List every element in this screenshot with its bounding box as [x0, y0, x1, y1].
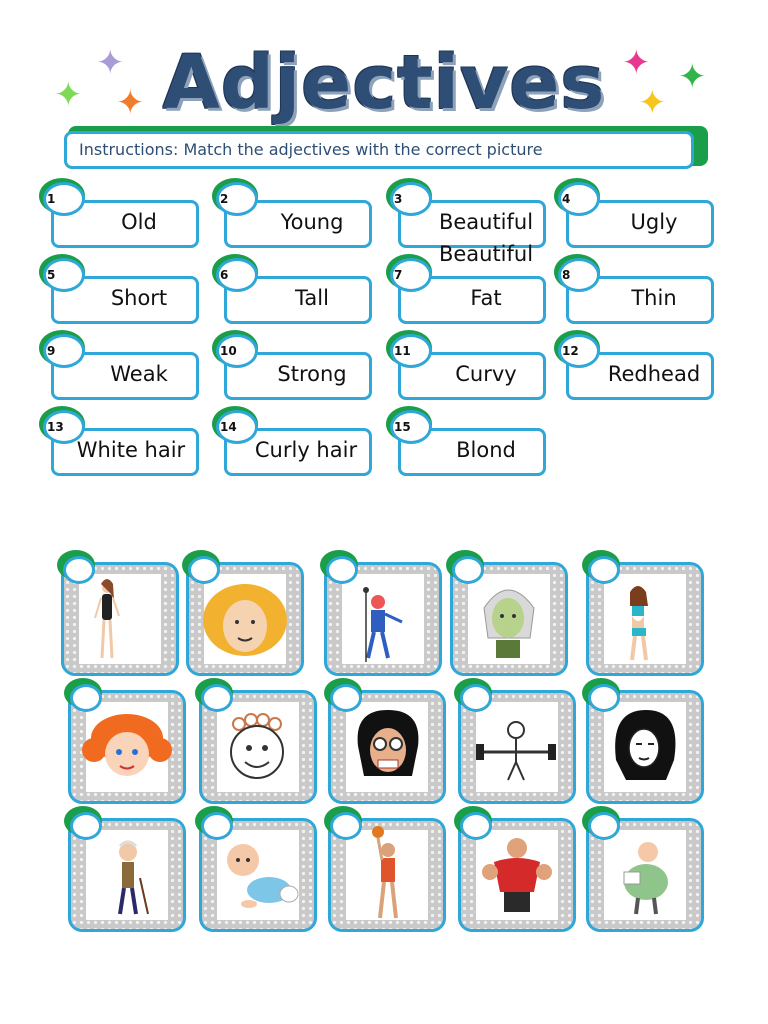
word-label: Blond — [456, 438, 516, 462]
word-label: Old — [121, 210, 157, 234]
answer-circle[interactable] — [330, 684, 362, 712]
answer-circle[interactable] — [326, 556, 358, 584]
word-number: 5 — [47, 268, 56, 282]
instructions-box — [64, 131, 694, 169]
word-card — [220, 192, 374, 250]
word-number: 7 — [394, 268, 403, 282]
answer-circle[interactable] — [588, 684, 620, 712]
word-card — [47, 192, 201, 250]
word-label: Short — [110, 286, 168, 310]
word-card — [562, 268, 716, 326]
word-card — [562, 344, 716, 402]
word-card — [394, 420, 548, 478]
picture-card — [328, 690, 446, 804]
answer-circle[interactable] — [452, 556, 484, 584]
word-number: 9 — [47, 344, 56, 358]
picture-card — [586, 818, 704, 932]
word-number: 13 — [47, 420, 64, 434]
picture-card — [450, 562, 568, 676]
word-card — [47, 344, 201, 402]
word-card — [47, 268, 201, 326]
word-label: Ugly — [630, 210, 678, 234]
answer-circle[interactable] — [460, 812, 492, 840]
answer-circle[interactable] — [588, 812, 620, 840]
star-icon: ✦ — [622, 43, 651, 83]
word-label-overflow: Beautiful — [438, 242, 534, 266]
word-label: Beautiful — [438, 210, 534, 234]
word-label: Weak — [110, 362, 168, 386]
picture-card — [68, 818, 186, 932]
star-icon: ✦ — [54, 75, 83, 115]
word-label: Fat — [470, 286, 502, 310]
answer-circle[interactable] — [330, 812, 362, 840]
word-number: 1 — [47, 192, 56, 206]
word-card — [220, 420, 374, 478]
page-title: Adjectives — [162, 40, 606, 126]
answer-circle[interactable] — [460, 684, 492, 712]
picture-card — [199, 690, 317, 804]
word-label: Strong — [277, 362, 347, 386]
answer-circle[interactable] — [63, 556, 95, 584]
word-number: 4 — [562, 192, 571, 206]
word-number: 15 — [394, 420, 411, 434]
answer-circle[interactable] — [70, 812, 102, 840]
picture-card — [586, 690, 704, 804]
word-number: 10 — [220, 344, 237, 358]
word-card — [394, 268, 548, 326]
word-number: 12 — [562, 344, 579, 358]
star-icon: ✦ — [96, 43, 125, 83]
word-number: 2 — [220, 192, 229, 206]
word-label: Curvy — [455, 362, 517, 386]
picture-card — [186, 562, 304, 676]
word-label: Tall — [295, 286, 329, 310]
picture-card — [199, 818, 317, 932]
word-number: 11 — [394, 344, 411, 358]
word-number: 6 — [220, 268, 229, 282]
picture-card — [68, 690, 186, 804]
word-label: Thin — [631, 286, 677, 310]
picture-card — [458, 818, 576, 932]
picture-card — [61, 562, 179, 676]
picture-card — [324, 562, 442, 676]
word-card — [394, 344, 548, 402]
word-number: 8 — [562, 268, 571, 282]
answer-circle[interactable] — [588, 556, 620, 584]
answer-circle[interactable] — [201, 812, 233, 840]
star-icon: ✦ — [638, 83, 667, 123]
word-card — [394, 192, 548, 266]
word-label: Curly hair — [254, 438, 358, 462]
word-label: White hair — [76, 438, 186, 462]
picture-card — [458, 690, 576, 804]
answer-circle[interactable] — [70, 684, 102, 712]
word-card — [47, 420, 201, 478]
word-number: 14 — [220, 420, 237, 434]
word-card — [220, 268, 374, 326]
word-number: 3 — [394, 192, 403, 206]
picture-card — [586, 562, 704, 676]
star-icon: ✦ — [678, 57, 707, 97]
answer-circle[interactable] — [201, 684, 233, 712]
star-icon: ✦ — [116, 83, 145, 123]
word-card — [220, 344, 374, 402]
picture-card — [328, 818, 446, 932]
answer-circle[interactable] — [188, 556, 220, 584]
instructions-text: Instructions: Match the adjectives with the correct picture — [79, 140, 543, 159]
word-label: Redhead — [607, 362, 701, 386]
word-label: Young — [280, 210, 344, 234]
word-card — [562, 192, 716, 250]
